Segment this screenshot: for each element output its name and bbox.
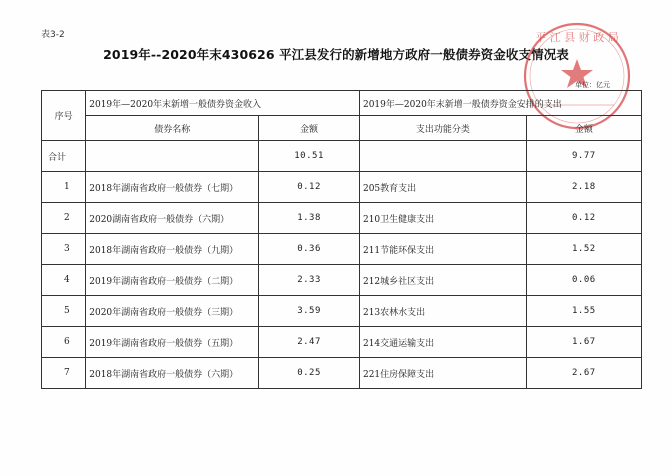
table-row: [42, 172, 642, 203]
row-amount-in: 3.59: [259, 296, 360, 327]
row-amount-out: 1.55: [526, 296, 641, 327]
table-row: [42, 358, 642, 389]
row-amount-out: 0.12: [526, 203, 641, 234]
document-title: 2019年--2020年末430626 平江县发行的新增地方政府一般债券资金收支情况表: [103, 47, 569, 62]
row-amount-in: 2.33: [259, 265, 360, 296]
row-amount-in: 1.38: [259, 203, 360, 234]
row-bond-name: 2019年湖南省政府一般债券（二期）: [86, 265, 259, 296]
row-bond-name: 2018年湖南省政府一般债券（七期）: [86, 172, 259, 203]
header-row-group: [42, 91, 642, 116]
table-row: [42, 296, 642, 327]
row-amount-out: 2.18: [526, 172, 641, 203]
row-amount-out: 2.67: [526, 358, 641, 389]
total-amount-out: 9.77: [526, 141, 641, 172]
row-bond-name: 2020年湖南省政府一般债券（三期）: [86, 296, 259, 327]
header-func-class: 支出功能分类: [359, 116, 526, 141]
header-amount-in: 金额: [259, 116, 360, 141]
table-row: [42, 234, 642, 265]
svg-text:平 江 县 财 政 局: 平 江 县 财 政 局: [535, 31, 619, 44]
row-amount-out: 1.67: [526, 327, 641, 358]
row-func-class: 214交通运输支出: [359, 327, 526, 358]
row-seq: 7: [42, 358, 86, 389]
header-seq: 序号: [42, 91, 86, 141]
unit-label: 单位：亿元: [575, 81, 610, 89]
row-amount-out: 0.06: [526, 265, 641, 296]
row-amount-in: 0.12: [259, 172, 360, 203]
debt-fund-table: [41, 90, 642, 389]
row-seq: 3: [42, 234, 86, 265]
row-func-class: 221住房保障支出: [359, 358, 526, 389]
row-func-class: 205教育支出: [359, 172, 526, 203]
row-seq: 2: [42, 203, 86, 234]
row-func-class: 213农林水支出: [359, 296, 526, 327]
row-seq: 1: [42, 172, 86, 203]
row-func-class: 210卫生健康支出: [359, 203, 526, 234]
row-bond-name: 2018年湖南省政府一般债券（九期）: [86, 234, 259, 265]
page-label: 表3-2: [41, 30, 65, 40]
table-row: [42, 203, 642, 234]
total-amount-in: 10.51: [259, 141, 360, 172]
header-row-columns: [42, 116, 642, 141]
row-amount-in: 2.47: [259, 327, 360, 358]
row-bond-name: 2018年湖南省政府一般债券（六期）: [86, 358, 259, 389]
header-bond-name: 债券名称: [86, 116, 259, 141]
table-row: [42, 265, 642, 296]
row-seq: 5: [42, 296, 86, 327]
row-func-class: 211节能环保支出: [359, 234, 526, 265]
header-income-group: 2019年—2020年末新增一般债券资金收入: [86, 91, 360, 116]
row-func-class: 212城乡社区支出: [359, 265, 526, 296]
row-amount-in: 0.25: [259, 358, 360, 389]
row-amount-in: 0.36: [259, 234, 360, 265]
row-seq: 6: [42, 327, 86, 358]
row-bond-name: 2019年湖南省政府一般债券（五期）: [86, 327, 259, 358]
total-row: [42, 141, 642, 172]
table-row: [42, 327, 642, 358]
row-amount-out: 1.52: [526, 234, 641, 265]
row-bond-name: 2020湖南省政府一般债券（六期）: [86, 203, 259, 234]
total-label: 合计: [42, 141, 86, 172]
total-func-empty: [359, 141, 526, 172]
total-bond-empty: [86, 141, 259, 172]
row-seq: 4: [42, 265, 86, 296]
header-expense-group: 2019年—2020年末新增一般债券资金安排的支出: [359, 91, 641, 116]
header-amount-out: 金额: [526, 116, 641, 141]
